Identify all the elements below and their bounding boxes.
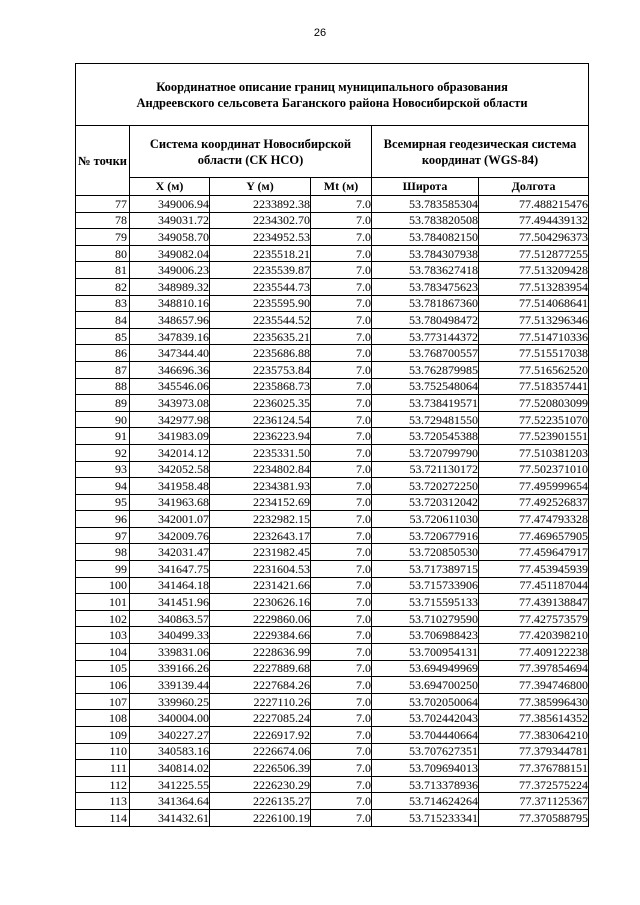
lat-cell: 53.710279590 — [372, 610, 479, 627]
mt-cell: 7.0 — [311, 278, 372, 295]
lon-cell: 77.514710336 — [479, 328, 589, 345]
header-x: X (м) — [130, 178, 210, 196]
table-row — [76, 395, 589, 412]
lat-cell: 53.720545388 — [372, 428, 479, 445]
lon-cell: 77.492526837 — [479, 494, 589, 511]
x-cell: 348989.32 — [130, 278, 210, 295]
lat-cell: 53.694700250 — [372, 677, 479, 694]
mt-cell: 7.0 — [311, 262, 372, 279]
point-no-cell: 77 — [76, 196, 130, 213]
page-number: 26 — [313, 27, 327, 39]
lat-cell: 53.762879985 — [372, 361, 479, 378]
point-no-cell: 79 — [76, 229, 130, 246]
point-no-cell: 84 — [76, 312, 130, 329]
header-point-no: № точки — [76, 126, 130, 196]
lat-cell: 53.738419571 — [372, 395, 479, 412]
x-cell: 339831.06 — [130, 644, 210, 661]
point-no-cell: 107 — [76, 693, 130, 710]
lon-cell: 77.502371010 — [479, 461, 589, 478]
x-cell: 341464.18 — [130, 577, 210, 594]
header-system-wgs: Всемирная геодезическая система координат (WGS-84) — [372, 126, 589, 178]
y-cell: 2227889.68 — [210, 660, 311, 677]
x-cell: 341963.68 — [130, 494, 210, 511]
lon-cell: 77.394746800 — [479, 677, 589, 694]
x-cell: 340583.16 — [130, 743, 210, 760]
x-cell: 349006.23 — [130, 262, 210, 279]
table-row — [76, 809, 589, 826]
mt-cell: 7.0 — [311, 328, 372, 345]
y-cell: 2226674.06 — [210, 743, 311, 760]
lat-cell: 53.713378936 — [372, 776, 479, 793]
lat-cell: 53.783585304 — [372, 196, 479, 213]
mt-cell: 7.0 — [311, 229, 372, 246]
y-cell: 2236025.35 — [210, 395, 311, 412]
y-cell: 2234381.93 — [210, 478, 311, 495]
x-cell: 341647.75 — [130, 561, 210, 578]
mt-cell: 7.0 — [311, 743, 372, 760]
x-cell: 349082.04 — [130, 245, 210, 262]
lat-cell: 53.720799790 — [372, 444, 479, 461]
point-no-cell: 95 — [76, 494, 130, 511]
lat-cell: 53.704440664 — [372, 727, 479, 744]
lat-cell: 53.707627351 — [372, 743, 479, 760]
x-cell: 340004.00 — [130, 710, 210, 727]
table-row — [76, 677, 589, 694]
x-cell: 342031.47 — [130, 544, 210, 561]
mt-cell: 7.0 — [311, 660, 372, 677]
lat-cell: 53.694949969 — [372, 660, 479, 677]
lat-cell: 53.714624264 — [372, 793, 479, 810]
lat-cell: 53.784307938 — [372, 245, 479, 262]
table-row — [76, 644, 589, 661]
table-row — [76, 776, 589, 793]
y-cell: 2235544.52 — [210, 312, 311, 329]
point-no-cell: 100 — [76, 577, 130, 594]
point-no-cell: 106 — [76, 677, 130, 694]
y-cell: 2228636.99 — [210, 644, 311, 661]
point-no-cell: 108 — [76, 710, 130, 727]
lon-cell: 77.427573579 — [479, 610, 589, 627]
table-row — [76, 262, 589, 279]
mt-cell: 7.0 — [311, 594, 372, 611]
lon-cell: 77.420398210 — [479, 627, 589, 644]
lon-cell: 77.379344781 — [479, 743, 589, 760]
lon-cell: 77.515517038 — [479, 345, 589, 362]
table-row — [76, 494, 589, 511]
x-cell: 348657.96 — [130, 312, 210, 329]
y-cell: 2235544.73 — [210, 278, 311, 295]
y-cell: 2234302.70 — [210, 212, 311, 229]
mt-cell: 7.0 — [311, 627, 372, 644]
y-cell: 2235686.88 — [210, 345, 311, 362]
table-row — [76, 411, 589, 428]
y-cell: 2231421.66 — [210, 577, 311, 594]
coordinates-table — [75, 63, 589, 827]
point-no-cell: 111 — [76, 760, 130, 777]
x-cell: 340499.33 — [130, 627, 210, 644]
mt-cell: 7.0 — [311, 345, 372, 362]
x-cell: 349058.70 — [130, 229, 210, 246]
mt-cell: 7.0 — [311, 212, 372, 229]
point-no-cell: 87 — [76, 361, 130, 378]
lon-cell: 77.451187044 — [479, 577, 589, 594]
x-cell: 342014.12 — [130, 444, 210, 461]
point-no-cell: 105 — [76, 660, 130, 677]
x-cell: 340863.57 — [130, 610, 210, 627]
x-cell: 341364.64 — [130, 793, 210, 810]
x-cell: 347344.40 — [130, 345, 210, 362]
lon-cell: 77.469657905 — [479, 527, 589, 544]
point-no-cell: 80 — [76, 245, 130, 262]
x-cell: 349006.94 — [130, 196, 210, 213]
mt-cell: 7.0 — [311, 494, 372, 511]
x-cell: 341958.48 — [130, 478, 210, 495]
lon-cell: 77.439138847 — [479, 594, 589, 611]
x-cell: 345546.06 — [130, 378, 210, 395]
lon-cell: 77.513209428 — [479, 262, 589, 279]
point-no-cell: 112 — [76, 776, 130, 793]
lon-cell: 77.385614352 — [479, 710, 589, 727]
y-cell: 2235635.21 — [210, 328, 311, 345]
table-row — [76, 710, 589, 727]
mt-cell: 7.0 — [311, 312, 372, 329]
point-no-cell: 81 — [76, 262, 130, 279]
y-cell: 2227684.26 — [210, 677, 311, 694]
point-no-cell: 82 — [76, 278, 130, 295]
lat-cell: 53.773144372 — [372, 328, 479, 345]
y-cell: 2235539.87 — [210, 262, 311, 279]
mt-cell: 7.0 — [311, 677, 372, 694]
y-cell: 2233892.38 — [210, 196, 311, 213]
lon-cell: 77.522351070 — [479, 411, 589, 428]
y-cell: 2234152.69 — [210, 494, 311, 511]
y-cell: 2236223.94 — [210, 428, 311, 445]
table-row — [76, 693, 589, 710]
table-row — [76, 478, 589, 495]
y-cell: 2229860.06 — [210, 610, 311, 627]
lat-cell: 53.729481550 — [372, 411, 479, 428]
lon-cell: 77.376788151 — [479, 760, 589, 777]
y-cell: 2230626.16 — [210, 594, 311, 611]
table-row — [76, 577, 589, 594]
lat-cell: 53.768700557 — [372, 345, 479, 362]
x-cell: 343973.08 — [130, 395, 210, 412]
lon-cell: 77.495999654 — [479, 478, 589, 495]
mt-cell: 7.0 — [311, 444, 372, 461]
x-cell: 347839.16 — [130, 328, 210, 345]
lat-cell: 53.700954131 — [372, 644, 479, 661]
mt-cell: 7.0 — [311, 727, 372, 744]
mt-cell: 7.0 — [311, 793, 372, 810]
lon-cell: 77.516562520 — [479, 361, 589, 378]
mt-cell: 7.0 — [311, 644, 372, 661]
lat-cell: 53.720312042 — [372, 494, 479, 511]
point-no-cell: 96 — [76, 511, 130, 528]
point-no-cell: 92 — [76, 444, 130, 461]
point-no-cell: 104 — [76, 644, 130, 661]
y-cell: 2235595.90 — [210, 295, 311, 312]
lon-cell: 77.372575224 — [479, 776, 589, 793]
y-cell: 2231982.45 — [210, 544, 311, 561]
point-no-cell: 85 — [76, 328, 130, 345]
mt-cell: 7.0 — [311, 710, 372, 727]
lon-cell: 77.504296373 — [479, 229, 589, 246]
y-cell: 2231604.53 — [210, 561, 311, 578]
y-cell: 2226230.29 — [210, 776, 311, 793]
header-y: Y (м) — [210, 178, 311, 196]
mt-cell: 7.0 — [311, 196, 372, 213]
y-cell: 2232982.15 — [210, 511, 311, 528]
x-cell: 342977.98 — [130, 411, 210, 428]
mt-cell: 7.0 — [311, 544, 372, 561]
table-row — [76, 544, 589, 561]
mt-cell: 7.0 — [311, 693, 372, 710]
lat-cell: 53.783820508 — [372, 212, 479, 229]
x-cell: 339166.26 — [130, 660, 210, 677]
point-no-cell: 102 — [76, 610, 130, 627]
lat-cell: 53.780498472 — [372, 312, 479, 329]
y-cell: 2226506.39 — [210, 760, 311, 777]
lat-cell: 53.781867360 — [372, 295, 479, 312]
lat-cell: 53.715733906 — [372, 577, 479, 594]
lon-cell: 77.494439132 — [479, 212, 589, 229]
mt-cell: 7.0 — [311, 378, 372, 395]
lon-cell: 77.513283954 — [479, 278, 589, 295]
mt-cell: 7.0 — [311, 395, 372, 412]
mt-cell: 7.0 — [311, 776, 372, 793]
lat-cell: 53.783475623 — [372, 278, 479, 295]
mt-cell: 7.0 — [311, 428, 372, 445]
lat-cell: 53.720677916 — [372, 527, 479, 544]
mt-cell: 7.0 — [311, 245, 372, 262]
lat-cell: 53.784082150 — [372, 229, 479, 246]
table-row — [76, 444, 589, 461]
point-no-cell: 99 — [76, 561, 130, 578]
table-row — [76, 196, 589, 213]
header-mt: Mt (м) — [311, 178, 372, 196]
table-row — [76, 660, 589, 677]
x-cell: 342052.58 — [130, 461, 210, 478]
x-cell: 346696.36 — [130, 361, 210, 378]
point-no-cell: 78 — [76, 212, 130, 229]
lon-cell: 77.370588795 — [479, 809, 589, 826]
x-cell: 341451.96 — [130, 594, 210, 611]
table-row — [76, 328, 589, 345]
lon-cell: 77.510381203 — [479, 444, 589, 461]
y-cell: 2226135.27 — [210, 793, 311, 810]
mt-cell: 7.0 — [311, 577, 372, 594]
lat-cell: 53.715233341 — [372, 809, 479, 826]
point-no-cell: 83 — [76, 295, 130, 312]
point-no-cell: 86 — [76, 345, 130, 362]
title-line-1: Координатное описание границ муниципального образования — [156, 79, 508, 94]
lon-cell: 77.397854694 — [479, 660, 589, 677]
y-cell: 2235868.73 — [210, 378, 311, 395]
x-cell: 349031.72 — [130, 212, 210, 229]
table-row — [76, 610, 589, 627]
lon-cell: 77.514068641 — [479, 295, 589, 312]
point-no-cell: 97 — [76, 527, 130, 544]
point-no-cell: 90 — [76, 411, 130, 428]
table-row — [76, 312, 589, 329]
mt-cell: 7.0 — [311, 527, 372, 544]
point-no-cell: 89 — [76, 395, 130, 412]
lon-cell: 77.453945939 — [479, 561, 589, 578]
mt-cell: 7.0 — [311, 295, 372, 312]
mt-cell: 7.0 — [311, 809, 372, 826]
table-row — [76, 561, 589, 578]
point-no-cell: 114 — [76, 809, 130, 826]
x-cell: 341983.09 — [130, 428, 210, 445]
lat-cell: 53.702442043 — [372, 710, 479, 727]
lat-cell: 53.720272250 — [372, 478, 479, 495]
point-no-cell: 109 — [76, 727, 130, 744]
mt-cell: 7.0 — [311, 561, 372, 578]
lat-cell: 53.715595133 — [372, 594, 479, 611]
header-lat: Широта — [372, 178, 479, 196]
table-row — [76, 511, 589, 528]
y-cell: 2234802.84 — [210, 461, 311, 478]
title-line-2: Андреевского сельсовета Баганского района Новосибирской области — [136, 95, 528, 110]
y-cell: 2235331.50 — [210, 444, 311, 461]
mt-cell: 7.0 — [311, 411, 372, 428]
lat-cell: 53.783627418 — [372, 262, 479, 279]
table-row — [76, 295, 589, 312]
lat-cell: 53.752548064 — [372, 378, 479, 395]
table-row — [76, 727, 589, 744]
y-cell: 2234952.53 — [210, 229, 311, 246]
lat-cell: 53.706988423 — [372, 627, 479, 644]
y-cell: 2226917.92 — [210, 727, 311, 744]
lon-cell: 77.459647917 — [479, 544, 589, 561]
x-cell: 339139.44 — [130, 677, 210, 694]
y-cell: 2232643.17 — [210, 527, 311, 544]
table-row — [76, 245, 589, 262]
point-no-cell: 94 — [76, 478, 130, 495]
x-cell: 341225.55 — [130, 776, 210, 793]
lat-cell: 53.721130172 — [372, 461, 479, 478]
y-cell: 2227110.26 — [210, 693, 311, 710]
table-row — [76, 345, 589, 362]
table-row — [76, 594, 589, 611]
y-cell: 2227085.24 — [210, 710, 311, 727]
header-lon: Долгота — [479, 178, 589, 196]
point-no-cell: 91 — [76, 428, 130, 445]
table-row — [76, 461, 589, 478]
lon-cell: 77.385996430 — [479, 693, 589, 710]
lon-cell: 77.409122238 — [479, 644, 589, 661]
table-row — [76, 212, 589, 229]
table-row — [76, 378, 589, 395]
table-title — [76, 64, 589, 126]
lon-cell: 77.520803099 — [479, 395, 589, 412]
table-row — [76, 793, 589, 810]
mt-cell: 7.0 — [311, 478, 372, 495]
mt-cell: 7.0 — [311, 461, 372, 478]
lat-cell: 53.702050064 — [372, 693, 479, 710]
lon-cell: 77.518357441 — [479, 378, 589, 395]
table-row — [76, 760, 589, 777]
point-no-cell: 88 — [76, 378, 130, 395]
y-cell: 2236124.54 — [210, 411, 311, 428]
point-no-cell: 103 — [76, 627, 130, 644]
lon-cell: 77.513296346 — [479, 312, 589, 329]
table-row — [76, 229, 589, 246]
lat-cell: 53.717389715 — [372, 561, 479, 578]
x-cell: 340814.02 — [130, 760, 210, 777]
lon-cell: 77.488215476 — [479, 196, 589, 213]
lon-cell: 77.512877255 — [479, 245, 589, 262]
mt-cell: 7.0 — [311, 361, 372, 378]
table-row — [76, 627, 589, 644]
point-no-cell: 98 — [76, 544, 130, 561]
y-cell: 2229384.66 — [210, 627, 311, 644]
table-row — [76, 527, 589, 544]
lon-cell: 77.523901551 — [479, 428, 589, 445]
mt-cell: 7.0 — [311, 760, 372, 777]
x-cell: 339960.25 — [130, 693, 210, 710]
y-cell: 2235753.84 — [210, 361, 311, 378]
lon-cell: 77.383064210 — [479, 727, 589, 744]
y-cell: 2226100.19 — [210, 809, 311, 826]
header-system-local: Система координат Новосибирской области (СК НСО) — [130, 126, 372, 178]
table-row — [76, 743, 589, 760]
point-no-cell: 93 — [76, 461, 130, 478]
table-row — [76, 278, 589, 295]
x-cell: 348810.16 — [130, 295, 210, 312]
table-row — [76, 428, 589, 445]
lat-cell: 53.709694013 — [372, 760, 479, 777]
lon-cell: 77.371125367 — [479, 793, 589, 810]
x-cell: 340227.27 — [130, 727, 210, 744]
lat-cell: 53.720611030 — [372, 511, 479, 528]
point-no-cell: 101 — [76, 594, 130, 611]
mt-cell: 7.0 — [311, 610, 372, 627]
x-cell: 342009.76 — [130, 527, 210, 544]
point-no-cell: 110 — [76, 743, 130, 760]
lat-cell: 53.720850530 — [372, 544, 479, 561]
table-row — [76, 361, 589, 378]
x-cell: 342001.07 — [130, 511, 210, 528]
point-no-cell: 113 — [76, 793, 130, 810]
y-cell: 2235518.21 — [210, 245, 311, 262]
x-cell: 341432.61 — [130, 809, 210, 826]
lon-cell: 77.474793328 — [479, 511, 589, 528]
mt-cell: 7.0 — [311, 511, 372, 528]
